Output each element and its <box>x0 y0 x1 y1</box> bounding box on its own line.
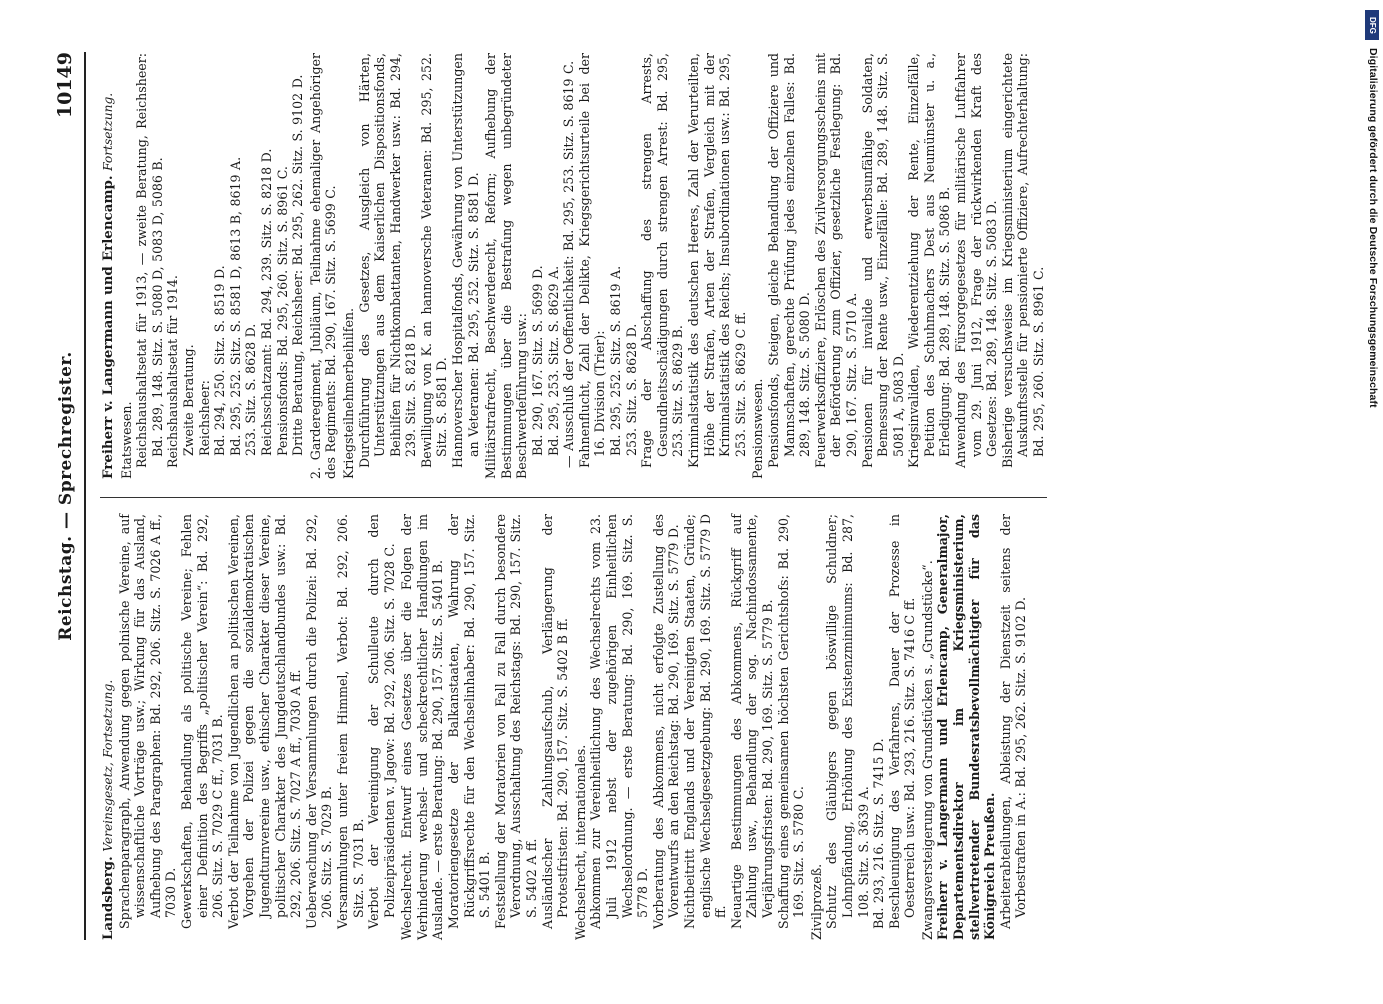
index-entry: Abkommen zur Vereinheitlichung des Wechselrechts vom 23. Juli 1912 nebst der zugehörigen Einheitlichen Wechselordnung. — erste Beratung: Bd. 290, 169. Sitz. S. 5778 D. <box>588 514 651 929</box>
index-entry: Frage der Abschaffung des strengen Arrests, Gesundheitsschädigungen durch strengen Arrest: Bd. 295, 253. Sitz. S. 8629 B. <box>639 53 686 468</box>
index-entry: Bd. 293, 216. Sitz. S. 7415 D. <box>871 738 887 929</box>
index-entry: — Ausschluß der Oeffentlichkeit: Bd. 295, 253. Sitz. S. 8619 C. <box>561 60 577 468</box>
index-entry: Kriegsinvaliden, Wiederentziehung der Rente, Einzelfälle, Petition des Schuhmachers Dest aus Neumünster u. a., Erledigung: Bd. 289, 148. Sitz. S. 5086 B. <box>906 53 953 468</box>
subject-heading: Wechselrecht, internationales. <box>572 744 588 940</box>
index-entry: Ausländischer Zahlungsaufschub, Verlängerung der Protestfristen: Bd. 290, 157. Sitz. S. 5402 B ff. <box>539 514 571 929</box>
index-columns <box>100 52 1047 940</box>
index-entry: Schutz des Gläubigers gegen böswillige Schuldner; Lohnpfändung, Erhöhung des Existenzminimums: Bd. 287, 108. Sitz. S. 3639 A. <box>824 514 871 929</box>
index-entry: Hannoverscher Hospitalfonds, Gewährung von Unterstützungen an Veteranen: Bd. 295, 252. Sitz. S. 8581 D. <box>450 53 481 468</box>
index-entry: Verbot der Vereinigung der Schulleute durch den Polizeipräsidenten v. Jagow: Bd. 292, 206. Sitz. S. 7028 C. <box>366 514 397 929</box>
index-entry: Sprachenparagraph, Anwendung gegen polnische Vereine, auf wissenschaftliche Vorträge usw.; Wirkung für das Ausland, Aufhebung des Paragraphen: Bd. 292, 206. Sitz. S. 7026 A ff., 7030 D. <box>116 514 179 929</box>
index-entry: Ueberwachung der Versammlungen durch die Polizei: Bd. 292, 206. Sitz. S. 7029 B. <box>303 514 335 929</box>
index-entry: Pensionsfonds, Steigen, gleiche Behandlung der Offiziere und Mannschaften, gerechte Prüfung jedes einzelnen Falles: Bd. 289, 148. Sitz. S. 5080 D. <box>765 53 813 468</box>
index-entry: Bewilligung von K. an hannoversche Veteranen: Bd. 295, 252. Sitz. S. 8581 D. <box>418 53 450 468</box>
index-entry: Reichshaushaltsetat für 1913, — zweite Beratung, Reichsheer: Bd. 289, 148. Sitz. S. 5080 D, 5083 D, 5086 B. <box>134 53 165 468</box>
subject-heading: Zivilprozeß. <box>808 863 824 940</box>
index-entry: Nichtbeitritt Englands und der Vereinigten Staaten, Gründe; englische Wechselgesetzgebung: Bd. 290, 169. Sitz. S. 5779 D ff. <box>681 514 729 929</box>
index-subentry: Reichsschatzamt: Bd. 294, 239. Sitz. S. 8218 D. <box>258 148 274 456</box>
page-title: Reichstag. — Sprechregister. <box>56 351 76 641</box>
index-entry: Kriminalstatistik des deutschen Heeres, Zahl der Verurteilten, Höhe der Strafen, Arten der Strafen, Vergleich mit der Kriminalstatistik des Reichs; Insubordinationen usw.: Bd. 295, 253. Sitz. S. 8629 C ff. <box>685 53 748 468</box>
index-subentry: Dritte Beratung, Reichsheer: Bd. 295, 262. Sitz. S. 9102 D. <box>290 74 306 456</box>
index-subentry: Bd. 290, 167. Sitz. S. 5699 D. <box>530 265 546 456</box>
page-header <box>54 52 86 940</box>
index-entry: Bisherige versuchsweise im Kriegsministerium eingerichtete Auskunftsstelle für pensionierte Offiziere, Aufrechterhaltung: Bd. 295, 260. Sitz. S. 8961 C. <box>999 53 1047 468</box>
subject-heading: Pensionswesen. <box>750 378 766 479</box>
subject-heading: Wechselrecht. Entwurf eines Gesetzes über die Folgen der Verhinderung wechsel- und scheckrechtlicher Handlungen im Auslande. — erste Beratung: Bd. 290, 157. Sitz. S. 5401 B. <box>399 514 446 940</box>
index-entry: Vorberatung des Abkommens, nicht erfolgte Zustellung des Vorentwurfs an den Reichstag: Bd. 290, 169. Sitz. S. 5779 D. <box>650 514 682 929</box>
subject-continuation: Fortsetzung. <box>101 92 115 171</box>
index-entry: Neuartige Bestimmungen des Abkommens, Rückgriff auf Zahlung usw., Behandlung der sog. Nachindossamente, Verjährungsfristen: Bd. 290, 169. Sitz. S. 5779 B. <box>728 514 775 929</box>
index-subentry: Bd. 295, 252. Sitz. S. 8619 A. <box>608 265 623 456</box>
index-entry: Beschleunigung des Verfahrens, Dauer der Prozesse in Oesterreich usw.: Bd. 293, 216. Sitz. S. 7416 C ff. <box>886 514 918 929</box>
index-subentry: Zweite Beratung. <box>180 344 196 456</box>
index-entry: Anwendung des Fürsorgegesetzes für militärische Luftfahrer vom 29. Juni 1912, Frage der rückwirkenden Kraft des Gesetzes: Bd. 289, 148. Sitz. S. 5083 D. <box>953 53 1000 468</box>
dfg-logo: DFG <box>1365 10 1379 40</box>
index-entry: Gewerkschaften, Behandlung als politische Vereine; Fehlen einer Definition des Begriffs „politischer Verein“: Bd. 292, 206. Sitz. S. 7029 C ff., 7031 B. <box>178 514 226 929</box>
index-subentry: Pensionsfonds: Bd. 295, 260. Sitz. S. 8961 C. <box>274 166 290 456</box>
index-entry: Schaffung eines gemeinsamen höchsten Gerichtshofs: Bd. 290, 169. Sitz. S. 5780 C. <box>775 514 807 929</box>
digitization-note: Digitalisierung gefördert durch die Deutsche Forschungsgemeinschaft <box>1367 48 1379 408</box>
left-column <box>100 497 1047 940</box>
subject-heading: Etatswesen. <box>118 401 134 479</box>
index-entry: Feststellung der Moratorien von Fall zu Fall durch besondere Verordnung, Ausschaltung des Reichstags: Bd. 290, 157. Sitz. S. 5402 A ff. <box>492 514 540 929</box>
digitization-sidebar <box>1361 4 1379 1004</box>
subject-continuation: Vereinsgesetz, Fortsetzung. <box>101 679 115 852</box>
index-entry: Versammlungen unter freiem Himmel, Verbot: Bd. 292, 206. Sitz. S. 7031 B. <box>334 514 366 929</box>
right-column <box>100 53 1047 497</box>
right-column-head <box>100 53 117 479</box>
index-entry: Verbot der Teilnahme von Jugendlichen an politischen Vereinen, Vorgehen der Polizei gegen die sozialdemokratischen Jugendturnvereine usw., ethischer Charakter dieser Vereine, politischer Charakter des Jungdeutschlandbundes usw.: Bd. 292, 206. Sitz. S. 7027 A ff., 7030 A ff. <box>225 514 304 929</box>
index-entry: Arbeiterabteilungen, Ableistung der Dienstzeit seitens der Vorbestraften in A.: Bd. 295, 262. Sitz. S. 9102 D. <box>997 514 1029 929</box>
index-subentry: Bd. 294, 250. Sitz. S. 8519 D. <box>212 265 228 456</box>
index-entry: Pensionen für invalide und erwerbsunfähige Soldaten, Bemessung der Rente usw., Einzelfälle: Bd. 289, 148. Sitz. S. 5081 A, 5083 D. <box>859 53 906 468</box>
index-entry: Durchführung des Gesetzes, Ausgleich von Härten, Unterstützungen aus dem Kaiserlichen Dispositionsfonds, Beihilfen für Nichtkombattanten, Handwerker usw.: Bd. 294, 239. Sitz. S. 8218 D. <box>356 53 419 468</box>
index-subentry: Reichsheer: <box>196 380 212 456</box>
left-column-head <box>100 514 117 940</box>
index-subentry: Bd. 295, 253. Sitz. S. 8629 A. <box>545 265 561 456</box>
page-number: 10149 <box>54 52 76 119</box>
index-subentry: Bd. 295, 252. Sitz. S. 8581 D, 8613 B, 8619 A. <box>227 156 243 456</box>
speaker-name: Freiherr v. Langermann und Erlencamp. <box>100 175 116 479</box>
index-entry: Fahnenflucht, Zahl der Delikte, Kriegsgerichtsurteile bei der 16. Division (Trier): <box>576 53 608 468</box>
speaker-name: Landsberg. <box>100 856 116 940</box>
subject-heading: Zwangsversteigerung von Grundstücken s. „Grundstücke“. <box>919 560 935 940</box>
subject-heading: 2. Garderegiment, Jubiläum, Teilnahme ehemaliger Angehöriger des Regiments: Bd. 290, 167. Sitz. S. 5699 C. <box>307 53 339 479</box>
index-subentry: 253. Sitz. S. 8628 D. <box>243 323 259 456</box>
index-entry: Reichshaushaltsetat für 1914. <box>165 275 181 468</box>
subject-heading: Militärstrafrecht, Beschwerderecht, Reform; Aufhebung der Bestimmungen über die Bestrafung wegen unbegründeter Beschwerdeführung usw.: <box>483 53 530 479</box>
index-entry: Moratoriengesetze der Balkanstaaten, Wahrung der Rückgriffsrechte für den Wechselinhaber: Bd. 290, 157. Sitz. S. 5401 B. <box>446 514 493 929</box>
speaker-entry: Freiherr v. Langermann und Erlencamp, Generalmajor, Departementsdirektor im Kriegsministerium, stellvertretender Bundesratsbevollmächtigter für das Königreich Preußen. <box>935 514 998 940</box>
index-entry: Feuerwerksoffiziere, Erlöschen des Zivilversorgungsscheins mit der Beförderung zum Offizier, gesetzliche Festlegung: Bd. 290, 167. Sitz. S. 5710 A. <box>812 53 859 468</box>
subject-heading: Kriegsteilnehmerbeihilfen. <box>340 307 356 479</box>
index-subentry: 253. Sitz. S. 8628 D. <box>623 323 639 456</box>
